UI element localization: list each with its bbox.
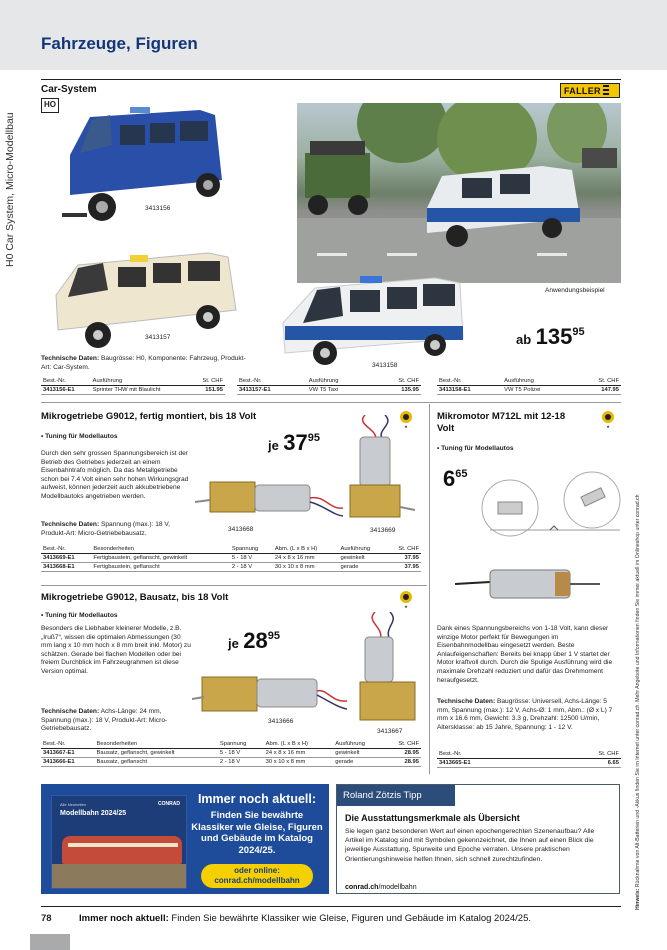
cell-price: 37.95: [386, 563, 421, 572]
cell-bestnr: 3413158-E1: [437, 386, 502, 395]
cell-price: 37.95: [386, 554, 421, 563]
m712l-motor-image: [455, 562, 605, 607]
cell-ausfuehrung: VW T5 Polizei: [502, 386, 576, 395]
page-header: [0, 0, 667, 70]
table-row: [41, 563, 421, 572]
m712l-tech-label: Technische Daten:: [437, 698, 496, 705]
g9012-fertig-tech-label: Technische Daten:: [41, 521, 100, 528]
m712l-title: Mikromotor M712L mit 12-18 Volt: [437, 411, 566, 434]
caption-3413157: 3413157: [145, 334, 171, 341]
footer-bold: Immer noch aktuell:: [79, 913, 169, 924]
cell-besonderheiten: Fertigbaustein, geflanscht: [91, 563, 229, 572]
application-example-scene: [297, 103, 621, 283]
g9012-bausatz-tech-label: Technische Daten:: [41, 708, 100, 715]
ad-text: Finden Sie bewährte Klassiker wie Gleise, Figuren und Gebäude im Katalog 2024/25.: [191, 810, 323, 856]
online-link-label: oder online:: [234, 866, 280, 875]
th-chf: St. CHF: [546, 750, 621, 759]
th-chf: St. CHF: [384, 740, 421, 749]
g9012-fertig-bullet: • Tuning für Modellautos: [41, 433, 118, 440]
cell-ausfuehrung: gerade: [338, 563, 386, 572]
m712l-tech-text: Baugrösse: Universell, Achs-Länge: 5 mm, Spannung (max.): 12 V, Achs-Ø: 1 mm, Abm.: (Ø x L) 7 mm x 16.6 mm, Gewicht: 3.3 g, Drehzahl: 12500 U/min, Altersklasse: ab 15 Jahre, Spannung: 1 - 12 V.: [437, 698, 613, 731]
cell-besonderheiten: Bausatz, geflanscht: [95, 758, 218, 767]
page-tab-marker: [30, 934, 70, 950]
g9012-fertig-bullet-text: Tuning für Modellautos: [45, 433, 118, 440]
catalog-logo: CONRAD: [158, 801, 180, 807]
car-price-main: 135: [535, 324, 573, 349]
cell-abmessung: 24 x 8 x 16 mm: [264, 749, 334, 758]
cell-spannung: 2 - 18 V: [218, 758, 264, 767]
m712l-bullet: • Tuning für Modellautos: [437, 445, 514, 452]
car-tech-data: [41, 355, 246, 372]
tip-header: Roland Zötzis Tipp: [337, 785, 455, 806]
g9012-bausatz-bullet-text: Tuning für Modellautos: [45, 612, 118, 619]
section-divider: [41, 402, 621, 403]
ad-heading: Immer noch aktuell:: [197, 792, 317, 806]
hint-note: [635, 494, 659, 910]
price-prefix: je: [268, 438, 279, 453]
g9012-fertig-tech: [41, 521, 191, 538]
g9012-fertig-title: Mikrogetriebe G9012, fertig montiert, bis 18 Volt: [41, 411, 257, 422]
svg-text:★: ★: [404, 424, 408, 429]
cell-ausfuehrung: VW T5 Taxi: [307, 386, 373, 395]
tip-link[interactable]: [345, 884, 417, 891]
car-tech-text: Baugrösse: H0, Komponente: Fahrzeug, Produkt-Art: Car-System.: [41, 355, 246, 371]
table-row: [437, 386, 621, 395]
taxi-van-image: [48, 235, 243, 360]
price-main: 37: [283, 430, 308, 455]
th-bestnr: Best.-Nr.: [41, 740, 95, 749]
cell-ausfuehrung: gewinkelt: [333, 749, 384, 758]
car-section-title: Car-System: [41, 84, 97, 95]
sun-badge-icon: [395, 588, 417, 610]
cell-abmessung: 30 x 10 x 8 mm: [264, 758, 334, 767]
cell-price: 28.95: [384, 758, 421, 767]
th-besonderheiten: Besonderheiten: [95, 740, 218, 749]
caption-3413668: 3413668: [228, 526, 254, 533]
tip-title: Die Ausstattungsmerkmale als Übersicht: [345, 813, 520, 823]
caption-3413156: 3413156: [145, 205, 171, 212]
cell-bestnr: 3413666-E1: [41, 758, 95, 767]
m712l-table: [437, 750, 621, 768]
car-tech-label: Technische Daten:: [41, 355, 100, 362]
cell-price: 28.95: [384, 749, 421, 758]
svg-text:★: ★: [606, 424, 610, 429]
m712l-tech: [437, 698, 617, 732]
cell-price: 151.95: [191, 386, 225, 395]
faller-logo-text: FALLER: [564, 85, 601, 96]
g9012-bausatz-title: Mikrogetriebe G9012, Bausatz, bis 18 Volt: [41, 592, 229, 603]
cell-bestnr: 3413157-E1: [237, 386, 307, 395]
th-spannung: Spannung: [218, 740, 264, 749]
th-spannung: Spannung: [230, 545, 273, 554]
cell-bestnr: 3413156-E1: [41, 386, 91, 395]
cell-ausfuehrung: gerade: [333, 758, 384, 767]
th-ausfuehrung: Ausführung: [307, 377, 373, 386]
cell-besonderheiten: Fertigbaustein, geflanscht, gewinkelt: [91, 554, 229, 563]
gearbox-kit-straight-image: [192, 665, 352, 725]
caption-3413666: 3413666: [268, 718, 294, 725]
price-main: 6: [443, 466, 456, 491]
car-table-3413156: [41, 377, 225, 395]
side-label-text: H0 Car System, Micro-Modellbau: [4, 112, 16, 267]
th-bestnr: Best.-Nr.: [237, 377, 307, 386]
tip-link-domain: conrad.ch: [345, 884, 379, 891]
g9012-fertig-table: [41, 545, 421, 572]
page-number: 78: [41, 913, 52, 924]
caption-3413158: 3413158: [372, 362, 398, 369]
hint-label: Hinweis:: [635, 888, 641, 910]
th-ausfuehrung: Ausführung: [91, 377, 191, 386]
faller-stripes-icon: [603, 85, 609, 96]
scale-badge: HO: [41, 98, 59, 113]
section-divider: [41, 585, 427, 586]
cell-bestnr: 3413669-E1: [41, 554, 91, 563]
th-bestnr: Best.-Nr.: [41, 545, 91, 554]
cell-price: 6.65: [546, 759, 621, 768]
m712l-price: [443, 466, 468, 492]
motor-diagram-image: [480, 470, 622, 545]
table-row: [41, 749, 421, 758]
price-cents: 65: [455, 468, 468, 480]
cell-spannung: 5 - 18 V: [218, 749, 264, 758]
g9012-bausatz-tech: [41, 708, 191, 734]
page-title: Fahrzeuge, Figuren: [41, 34, 198, 53]
faller-logo: [560, 83, 620, 98]
th-chf: St. CHF: [373, 377, 421, 386]
th-besonderheiten: Besonderheiten: [91, 545, 229, 554]
tip-text: Sie legen ganz besonderen Wert auf einen epochengerechten Szenenaufbau? Alle Artikel im Katalog sind mit Symbolen gekennzeichnet, die Ihnen auf einen Blick die jeweilige Ausstattung, Spurweite und Epoche verraten. Unsere praktischen Orientierungshinweise helfen Ihnen, sich schnell zurechtzufinden.: [345, 828, 595, 863]
polizei-van-image: [275, 268, 470, 368]
cell-abmessung: 24 x 8 x 16 mm: [273, 554, 339, 563]
cell-price: 135.95: [373, 386, 421, 395]
th-ausfuehrung: Ausführung: [333, 740, 384, 749]
cell-bestnr: 3413667-E1: [41, 749, 95, 758]
price-main: 28: [243, 628, 268, 653]
th-chf: St. CHF: [386, 545, 421, 554]
cell-ausfuehrung: gewinkelt: [338, 554, 386, 563]
cell-bestnr: 3413665-E1: [437, 759, 546, 768]
th-abmessung: Abm. (L x B x H): [264, 740, 334, 749]
table-row: [41, 386, 225, 395]
gearbox-straight-image: [195, 470, 345, 530]
online-link-button[interactable]: [201, 864, 313, 888]
car-price: [516, 324, 585, 350]
th-ausfuehrung: Ausführung: [338, 545, 386, 554]
table-row: [41, 758, 421, 767]
tip-link-path: /modellbahn: [378, 884, 417, 891]
th-chf: St. CHF: [191, 377, 225, 386]
g9012-bausatz-price: [228, 628, 280, 654]
g9012-fertig-price: [268, 430, 320, 456]
g9012-bausatz-text: Besonders die Liebhaber kleinerer Modelle, z.B. „Iruß7“, wissen die optimalen Abmessungen (30 mm lang x 10 mm hoch x 8 mm breit inkl. Motor) zu schätzen. Gerade bei flachen Modellen oder bei freiem Durchblick im Fahrzeugrahmen ist diese Version optimal.: [41, 625, 191, 675]
th-chf: St. CHF: [576, 377, 621, 386]
hint-body: Rücknahme von Alt-Batterien und -Akkus finden Sie im Internet unter conrad.ch. Mehr Angebote und Informationen finden Sie immer aktuell im Onlineshop unter conrad.ch: [635, 494, 641, 888]
cell-abmessung: 30 x 10 x 8 mm: [273, 563, 339, 572]
table-row: [237, 386, 421, 395]
g9012-bausatz-bullet: • Tuning für Modellautos: [41, 612, 118, 619]
gearbox-kit-angled-image: [355, 612, 420, 724]
table-row: [41, 554, 421, 563]
g9012-fertig-text: Durch den sehr grossen Spannungsbereich ist der Betrieb des Getriebes jederzeit an einem Eisenbahntrafo möglich. Da das Metallgetriebe schon bei 7.4 Volt einen sehr hohen Wirkungsgrad aufweist, können jederzeit auch akkubetriebene Modellbautoks angetrieben werden.: [41, 450, 189, 500]
footer-body: Finden Sie bewährte Klassiker wie Gleise, Figuren und Gebäude im Katalog 2024/25.: [168, 913, 532, 924]
car-table-3413157: [237, 377, 421, 395]
sun-badge-icon: [597, 408, 619, 430]
price-prefix: je: [228, 636, 239, 651]
catalog-subtitle: Alle Neuheiten: [60, 802, 87, 807]
car-price-cents: 95: [572, 326, 585, 338]
cell-price: 147.95: [576, 386, 621, 395]
cell-bestnr: 3413668-E1: [41, 563, 91, 572]
cell-besonderheiten: Bausatz, geflanscht, gewinkelt: [95, 749, 218, 758]
caption-3413667: 3413667: [377, 728, 403, 735]
car-table-3413158: [437, 377, 621, 395]
top-divider: [41, 79, 621, 80]
price-cents: 95: [307, 432, 321, 444]
car-price-prefix: ab: [516, 332, 532, 347]
caption-3413669: 3413669: [370, 527, 396, 534]
g9012-fertig-tech-text: Spannung (max.): 18 V, Produkt-Art: Micro-Getriebebausatz.: [41, 521, 171, 537]
catalog-cover-image: [51, 795, 187, 889]
cell-spannung: 5 - 18 V: [230, 554, 273, 563]
th-ausfuehrung: Ausführung: [502, 377, 576, 386]
catalog-title: Modellbahn 2024/25: [60, 810, 127, 817]
th-abmessung: Abm. (L x B x H): [273, 545, 339, 554]
footer-text: [79, 913, 531, 924]
catalog-ad-banner[interactable]: [41, 784, 329, 894]
tip-box: [336, 784, 620, 894]
m712l-text: Dank eines Spannungsbereichs von 1-18 Volt, kann dieser winzige Motor perfekt für Bewegungen im Eisenbahnmodellbau eingesetzt werden. Beste Anlaufeigenschaften: Bereits bei knapp über 1 V startet der Motor kraftvoll durch. Durch die Spulige Ausführung wird die maximale Drehzahl reduziert und dafür das Drehmoment heraufgesetzt.: [437, 625, 613, 684]
scene-caption: Anwendungsbeispiel: [545, 287, 605, 294]
m712l-bullet-text: Tuning für Modellautos: [441, 445, 514, 452]
g9012-bausatz-table: [41, 740, 421, 767]
footer-divider: [41, 906, 621, 907]
svg-text:★: ★: [404, 604, 408, 609]
hint-text: [635, 494, 642, 910]
column-divider: [429, 404, 430, 774]
th-bestnr: Best.-Nr.: [437, 750, 546, 759]
cell-ausfuehrung: Sprinter THW mit Blaulicht: [91, 386, 191, 395]
gearbox-angled-image: [345, 415, 415, 530]
price-cents: 95: [267, 630, 281, 642]
cell-spannung: 2 - 18 V: [230, 563, 273, 572]
online-link-url: conrad.ch/modellbahn: [214, 876, 300, 885]
g9012-bausatz-tech-text: Achs-Länge: 24 mm, Spannung (max.): 18 V, Produkt-Art: Micro-Getriebebausatz.: [41, 708, 168, 733]
table-row: [437, 759, 621, 768]
th-bestnr: Best.-Nr.: [437, 377, 502, 386]
th-bestnr: Best.-Nr.: [41, 377, 91, 386]
side-category-label: [4, 72, 20, 267]
